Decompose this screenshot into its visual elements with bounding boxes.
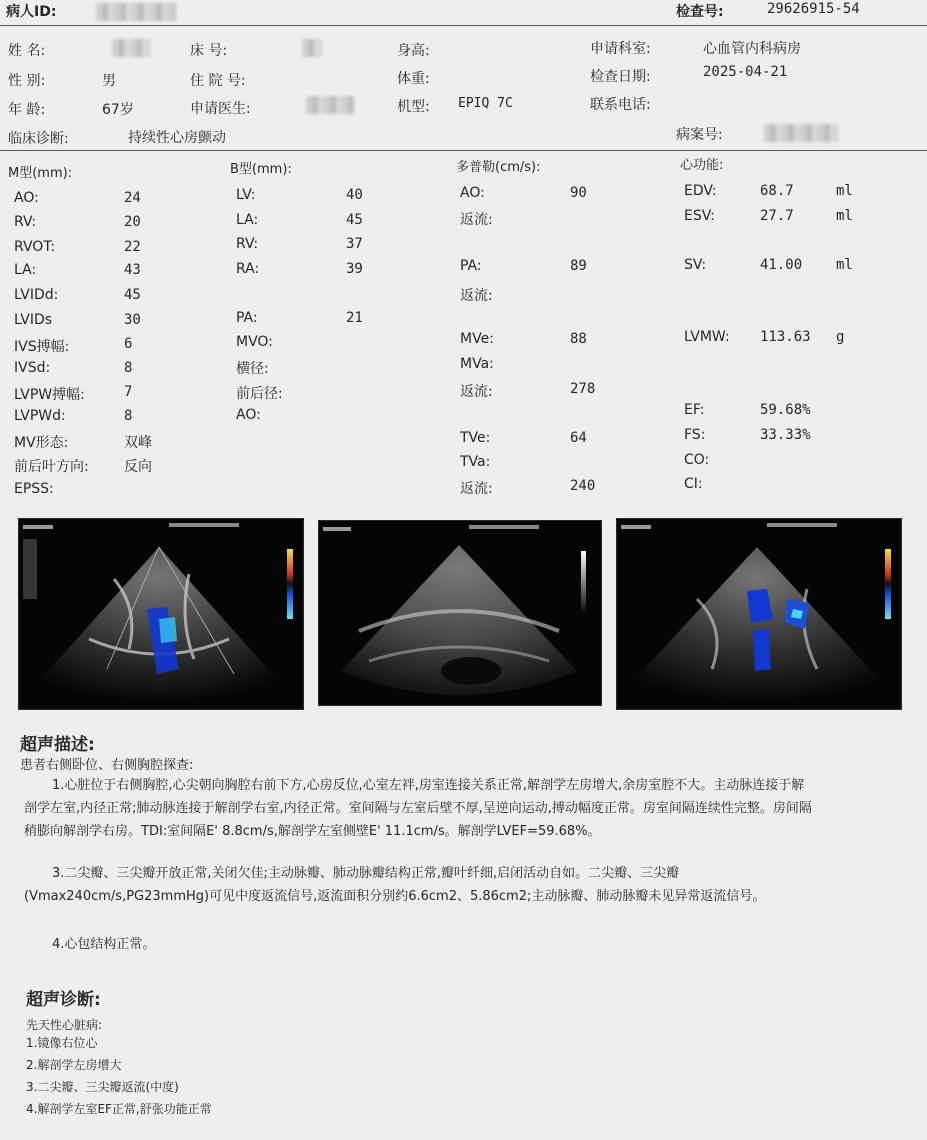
m-mode-value: 双峰 [124,435,152,451]
doppler-label: TVa: [460,454,491,470]
doctor-redacted [306,96,354,114]
height-label: 身高: [397,43,430,59]
m-mode-label: RV: [14,214,37,230]
patient-id-label: 病人ID: [6,4,57,20]
bed-label: 床 号: [190,43,228,59]
age-value: 67岁 [102,102,134,118]
cardiac-value: 113.63 [760,329,811,345]
phone-label: 联系电话: [590,97,651,113]
description-paragraph-3: 3.二尖瓣、三尖瓣开放正常,关闭欠佳;主动脉瓣、肺动脉瓣结构正常,瓣叶纤细,启闭活动自如。二尖瓣、三尖瓣(Vmax240cm/s,PG23mmHg)可见中度返流信号,返流面积分别约6.6cm2、5.86cm2;主动脉瓣、肺动脉瓣未见异常返流信号。 [24,866,766,904]
cardiac-label: ESV: [684,208,715,224]
doppler-label: 返流: [460,212,493,228]
doppler-value: 278 [570,381,596,397]
cardiac-function-title: 心功能: [680,158,724,173]
diagnosis-item: 2.解剖学左房增大 [26,1058,122,1072]
name-label: 姓 名: [8,43,46,59]
exam-no: 29626915-54 [767,1,860,17]
b-mode-label: LV: [236,187,256,203]
doppler-value: 64 [570,430,587,446]
info-separator [0,150,927,151]
clinical-dx-value: 持续性心房颤动 [128,130,226,146]
cardiac-label: CO: [684,452,710,468]
doppler-label: 返流: [460,288,493,304]
bed-redacted [302,39,322,57]
diagnosis-item: 4.解剖学左室EF正常,舒张功能正常 [26,1102,212,1116]
dept-value: 心血管内科病房 [703,41,801,57]
m-mode-label: LVIDs [14,312,53,328]
doppler-value: 88 [570,331,587,347]
doppler-value: 89 [570,258,587,274]
b-mode-label: LA: [236,212,259,228]
doppler-label: 返流: [460,481,493,497]
b-mode-label: PA: [236,310,258,326]
description-paragraph-4: 4.心包结构正常。 [52,937,156,952]
diagnosis-item: 3.二尖瓣、三尖瓣返流(中度) [26,1080,179,1094]
cardiac-label: CI: [684,476,703,492]
cardiac-label: EF: [684,402,705,418]
b-mode-value: 40 [346,187,363,203]
patient-id-redacted [96,3,176,21]
diagnosis-subtitle: 先天性心脏病: [26,1018,103,1032]
m-mode-value: 20 [124,214,141,230]
b-mode-label: RV: [236,236,259,252]
b-mode-value: 37 [346,236,363,252]
m-mode-label: LVIDd: [14,287,59,303]
m-mode-label: 前后叶方向: [14,459,89,475]
doppler-title: 多普勒(cm/s): [456,160,541,175]
doppler-label: PA: [460,258,482,274]
cardiac-value: 59.68% [760,402,811,418]
case-no-label: 病案号: [676,127,723,143]
cardiac-value: 68.7 [760,183,794,199]
weight-label: 体重: [397,71,430,87]
b-mode-label: 前后径: [236,386,283,402]
sex-label: 性 别: [8,73,46,89]
doppler-value: 240 [570,478,596,494]
description-intro: 患者右侧卧位、右侧胸腔探查: [20,758,194,773]
description-title: 超声描述: [20,735,95,755]
cardiac-value: 27.7 [760,208,794,224]
m-mode-value: 8 [124,360,133,376]
doppler-label: 返流: [460,384,493,400]
header-separator [0,25,927,26]
m-mode-value: 6 [124,336,133,352]
m-mode-value: 7 [124,384,133,400]
cardiac-unit: g [836,329,845,345]
m-mode-value: 45 [124,287,141,303]
m-mode-title: M型(mm): [8,166,73,181]
model-label: 机型: [397,99,430,115]
m-mode-label: AO: [14,190,39,206]
doppler-label: AO: [460,185,485,201]
name-redacted [112,39,150,57]
doppler-value: 90 [570,185,587,201]
cardiac-unit: ml [836,183,853,199]
m-mode-value: 24 [124,190,141,206]
doppler-label: MVa: [460,356,494,372]
description-paragraph-1: 1.心脏位于右侧胸腔,心尖朝向胸腔右前下方,心房反位,心室左袢,房室连接关系正常,解剖学左房增大,余房室腔不大。主动脉连接于解剖学左室,内径正常;肺动脉连接于解剖学右室,内径正常。室间隔与左室后壁不厚,呈逆向运动,搏动幅度正常。房室间隔连续性完整。房间隔稍膨向解剖学右房。TDI:室间隔E' 8.8cm/s,解剖学左室侧壁E' 11.1cm/s。解剖学LVEF=59.68%。 [24,778,812,839]
doppler-label: MVe: [460,331,494,347]
echo-image-apical-color [18,518,304,710]
m-mode-label: IVS搏幅: [14,339,70,355]
date-value: 2025-04-21 [703,64,788,80]
m-mode-label: LVPWd: [14,408,66,424]
m-mode-value: 反向 [124,459,152,475]
m-mode-value: 30 [124,312,141,328]
m-mode-label: LVPW搏幅: [14,387,85,403]
cardiac-value: 33.33% [760,427,811,443]
m-mode-label: MV形态: [14,435,69,451]
b-mode-label: MVO: [236,334,273,350]
b-mode-label: AO: [236,407,261,423]
b-mode-label: 横径: [236,361,269,377]
admission-label: 住 院 号: [190,73,246,89]
dept-label: 申请科室: [590,41,651,57]
b-mode-value: 39 [346,261,363,277]
model-value: EPIQ 7C [458,96,513,111]
diagnosis-item: 1.镜像右位心 [26,1036,98,1050]
date-label: 检查日期: [590,69,651,85]
b-mode-label: RA: [236,261,260,277]
exam-no-label: 检查号: [676,4,724,20]
b-mode-value: 21 [346,310,363,326]
m-mode-label: IVSd: [14,360,51,376]
cardiac-unit: ml [836,257,853,273]
b-mode-value: 45 [346,212,363,228]
b-mode-title: B型(mm): [230,162,292,177]
m-mode-value: 43 [124,262,141,278]
m-mode-value: 8 [124,408,133,424]
cardiac-label: EDV: [684,183,717,199]
cardiac-value: 41.00 [760,257,803,273]
doppler-label: TVe: [460,430,491,446]
doctor-label: 申请医生: [190,101,251,117]
echo-image-apical-color-2 [616,518,902,710]
m-mode-label: EPSS: [14,481,54,497]
sex-value: 男 [102,73,116,89]
m-mode-label: RVOT: [14,239,56,255]
m-mode-value: 22 [124,239,141,255]
echo-image-parasternal [318,520,602,706]
case-no-redacted [764,124,838,142]
clinical-dx-label: 临床诊断: [8,131,69,147]
m-mode-label: LA: [14,262,37,278]
cardiac-label: FS: [684,427,706,443]
cardiac-label: SV: [684,257,707,273]
diagnosis-title: 超声诊断: [26,990,101,1010]
age-label: 年 龄: [8,102,46,118]
cardiac-unit: ml [836,208,853,224]
cardiac-label: LVMW: [684,329,730,345]
